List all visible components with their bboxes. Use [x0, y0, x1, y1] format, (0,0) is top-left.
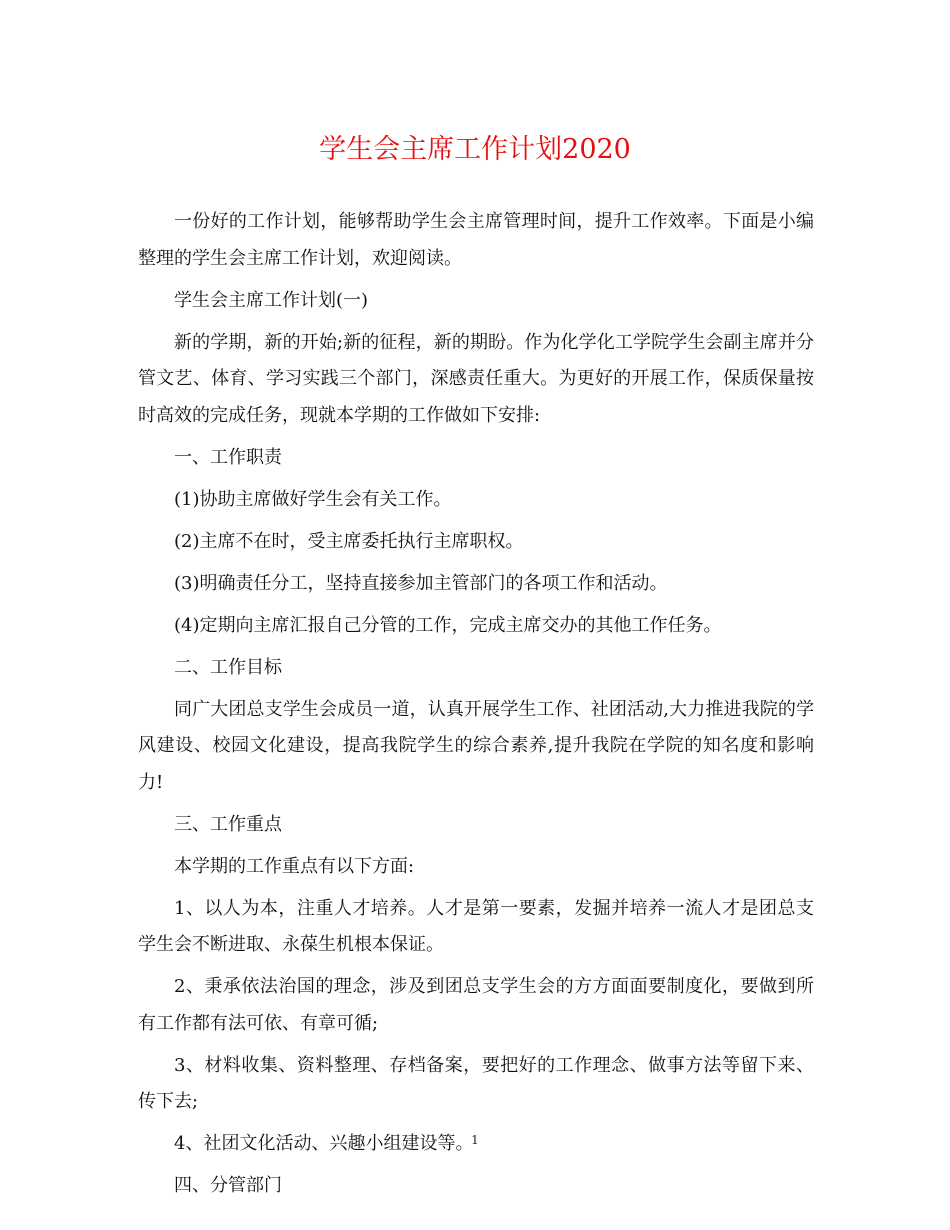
list-item: 3、材料收集、资料整理、存档备案，要把好的工作理念、做事方法等留下来、传下去; [138, 1054, 814, 1112]
plan-heading: 学生会主席工作计划(一) [174, 289, 369, 311]
list-item: 1、以人为本，注重人才培养。人才是第一要素，发掘并培养一流人才是团总支学生会不断进取、永葆生机根本保证。 [138, 897, 814, 955]
section-heading-focus: 三、工作重点 [174, 813, 282, 835]
paragraph-intro: 一份好的工作计划，能够帮助学生会主席管理时间，提升工作效率。下面是小编整理的学生会主席工作计划，欢迎阅读。 [138, 211, 814, 269]
list-item: 2、秉承依法治国的理念，涉及到团总支学生会的方方面面要制度化，要做到所有工作都有法可依、有章可循; [138, 976, 814, 1034]
list-item: (2)主席不在时，受主席委托执行主席职权。 [174, 530, 524, 552]
page-number: 1 [471, 1133, 479, 1147]
list-item: 4、社团文化活动、兴趣小组建设等。 [174, 1133, 474, 1154]
section-heading-responsibilities: 一、工作职责 [174, 446, 282, 468]
document-body [138, 204, 814, 1210]
paragraph-focus-intro: 本学期的工作重点有以下方面: [174, 855, 415, 877]
paragraph-opening: 新的学期，新的开始;新的征程，新的期盼。作为化学化工学院学生会副主席并分管文艺、体育、学习实践三个部门，深感责任重大。为更好的开展工作，保质保量按时高效的完成任务，现就本学期的工作做如下安排: [138, 331, 814, 426]
section-heading-goals: 二、工作目标 [174, 656, 282, 678]
list-item: (3)明确责任分工，坚持直接参加主管部门的各项工作和活动。 [174, 572, 668, 594]
document-title: 学生会主席工作计划2020 [319, 134, 631, 165]
list-item: (1)协助主席做好学生会有关工作。 [174, 488, 452, 510]
section-heading-departments: 四、分管部门 [174, 1175, 282, 1196]
list-item: (4)定期向主席汇报自己分管的工作，完成主席交办的其他工作任务。 [174, 614, 722, 636]
paragraph-goals: 同广大团总支学生会成员一道，认真开展学生工作、社团活动,大力推进我院的学风建设、校园文化建设，提高我院学生的综合素养,提升我院在学院的知名度和影响力! [138, 698, 814, 793]
